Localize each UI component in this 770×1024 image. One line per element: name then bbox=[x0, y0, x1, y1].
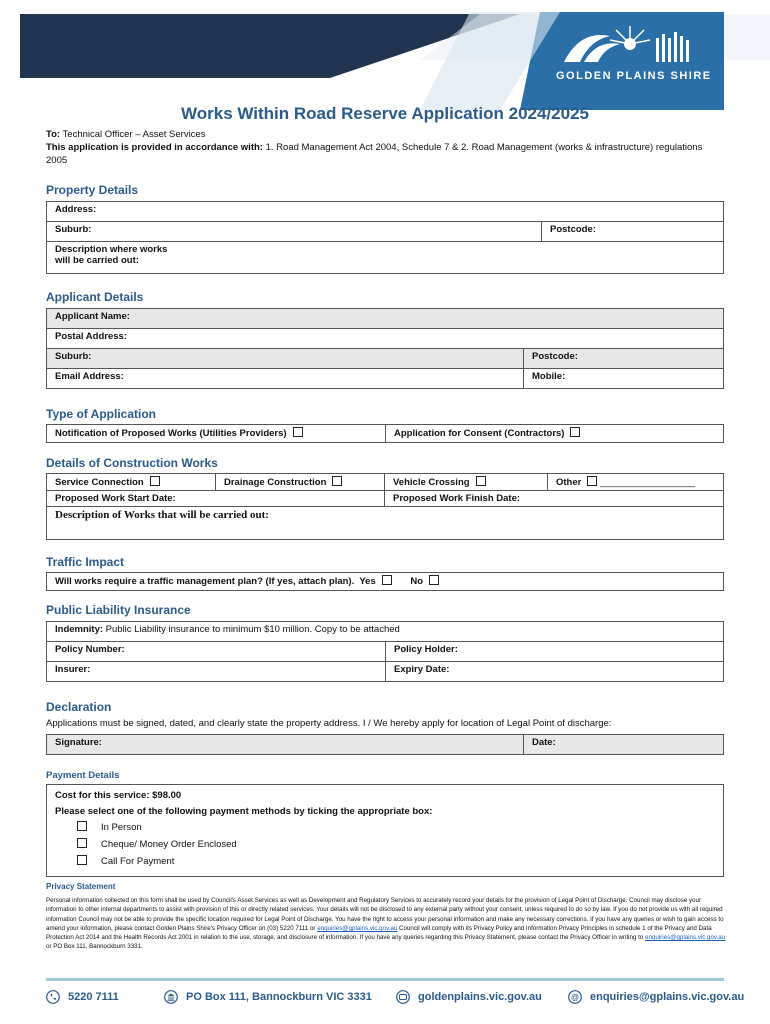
works-description-field[interactable]: Description of Works that will be carried out: bbox=[47, 507, 724, 540]
page-title: Works Within Road Reserve Application 2024/2025 bbox=[181, 104, 589, 123]
construction-table bbox=[46, 473, 724, 540]
applicant-heading: Applicant Details bbox=[46, 290, 144, 304]
payment-method-in-person[interactable]: In Person bbox=[55, 820, 715, 836]
provided-value: 1. Road Management Act 2004, Schedule 7 & 2. Road Management (works & infrastructure) regulations 2005 bbox=[46, 142, 703, 166]
liability-heading: Public Liability Insurance bbox=[46, 603, 191, 617]
traffic-table bbox=[46, 572, 724, 591]
call-checkbox[interactable] bbox=[77, 855, 87, 865]
type-table bbox=[46, 424, 724, 443]
consent-option[interactable]: Application for Consent (Contractors) bbox=[386, 425, 724, 443]
payment-instruction: Please select one of the following payment methods by ticking the appropriate box: bbox=[55, 806, 433, 817]
drainage-option[interactable]: Drainage Construction bbox=[216, 474, 385, 491]
globe-icon bbox=[396, 990, 410, 1004]
signature-field[interactable]: Signature: bbox=[47, 735, 524, 755]
no-checkbox[interactable] bbox=[429, 575, 439, 585]
finish-date-field[interactable]: Proposed Work Finish Date: bbox=[385, 491, 724, 507]
svg-text:@: @ bbox=[571, 993, 579, 1002]
cost-text: Cost for this service: $98.00 bbox=[55, 790, 182, 801]
service-option[interactable]: Service Connection bbox=[47, 474, 216, 491]
building-icon bbox=[164, 990, 178, 1004]
postal-address-field[interactable]: Postal Address: bbox=[47, 329, 724, 349]
address-field[interactable]: Address: bbox=[47, 202, 724, 222]
expiry-field[interactable]: Expiry Date: bbox=[386, 662, 724, 682]
start-date-field[interactable]: Proposed Work Start Date: bbox=[47, 491, 385, 507]
date-field[interactable]: Date: bbox=[524, 735, 724, 755]
email-field[interactable]: Email Address: bbox=[47, 369, 524, 389]
footer-phone[interactable]: 5220 7111 bbox=[46, 990, 119, 1004]
to-label: To: bbox=[46, 129, 61, 140]
other-checkbox[interactable] bbox=[587, 476, 597, 486]
service-checkbox[interactable] bbox=[150, 476, 160, 486]
works-location-field[interactable]: Description where works will be carried out: bbox=[47, 242, 724, 274]
vehicle-option[interactable]: Vehicle Crossing bbox=[385, 474, 548, 491]
drainage-checkbox[interactable] bbox=[332, 476, 342, 486]
declaration-table bbox=[46, 734, 724, 755]
indemnity-row: Indemnity: Public Liability insurance to minimum $10 million. Copy to be attached bbox=[47, 622, 724, 642]
mobile-field[interactable]: Mobile: bbox=[524, 369, 724, 389]
applicant-table bbox=[46, 308, 724, 389]
applicant-suburb-field[interactable]: Suburb: bbox=[47, 349, 524, 369]
no-label: No bbox=[410, 576, 424, 587]
footer-email[interactable]: @ enquiries@gplains.vic.gov.au bbox=[568, 990, 744, 1004]
suburb-field[interactable]: Suburb: bbox=[47, 222, 542, 242]
insurer-field[interactable]: Insurer: bbox=[47, 662, 386, 682]
provided-label: This application is provided in accordance with: bbox=[46, 142, 263, 153]
privacy-statement: Personal information collected on this form shall be used by Council's Asset Services as well as Development and Regulatory Services to accurately record your details for the provision of Legal Point of Discharge. Council may disclose your information to other internal departments to assist with provision of this or directly related services. Your details will not be disclosed to any external party without your consent, unless required to do so by law. If you do not provide us with all required information Council may not be able to provide the specific location required for Legal Point of Discharge. You have the right to access your personal information and make any necessary corrections. If you have any queries or wish to gain access to amend your information, please contact Golden Plains Shire's Privacy Officer on (03) 5220 7111 or enquiries@gplains.vic.gov.au Council will comply with its Privacy Policy and Information Privacy Principles in schedule 1 of the Privacy and Data Protection Act 2014 and the Health Records Act 2001 in relation to the use, storage, and disclosure of information. If you have any queries regarding this Privacy Statement, please contact the Privacy Officer in writing to enquiries@gplains.vic.gov.au or PO Box 111, Bannockburn 3331. bbox=[46, 897, 726, 951]
payment-box bbox=[47, 785, 724, 877]
utilities-option[interactable]: Notification of Proposed Works (Utilities Providers) bbox=[47, 425, 386, 443]
footer-divider bbox=[46, 978, 724, 981]
other-option[interactable]: Other __________________ bbox=[548, 474, 724, 491]
footer-website[interactable]: goldenplains.vic.gov.au bbox=[396, 990, 542, 1004]
yes-label: Yes bbox=[359, 576, 376, 587]
payment-method-call[interactable]: Call For Payment bbox=[55, 854, 715, 870]
payment-heading: Payment Details bbox=[46, 770, 120, 781]
to-value: Technical Officer – Asset Services bbox=[62, 129, 206, 140]
traffic-heading: Traffic Impact bbox=[46, 555, 125, 569]
liability-table bbox=[46, 621, 724, 682]
applicant-name-field[interactable]: Applicant Name: bbox=[47, 309, 724, 329]
postcode-field[interactable]: Postcode: bbox=[542, 222, 724, 242]
footer-po-box: PO Box 111, Bannockburn VIC 3331 bbox=[164, 990, 372, 1004]
property-heading: Property Details bbox=[46, 183, 139, 197]
intro bbox=[46, 128, 726, 167]
yes-checkbox[interactable] bbox=[382, 575, 392, 585]
cheque-checkbox[interactable] bbox=[77, 838, 87, 848]
declaration-heading: Declaration bbox=[46, 700, 112, 714]
declaration-text: Applications must be signed, dated, and clearly state the property address. I / We hereby apply for location of Legal Point of discharge: bbox=[46, 718, 612, 729]
email-icon bbox=[568, 990, 582, 1004]
logo-text: GOLDEN PLAINS SHIRE bbox=[556, 70, 712, 82]
privacy-email-link-1[interactable]: enquiries@gplains.vic.gov.au bbox=[317, 924, 398, 932]
property-table bbox=[46, 201, 724, 274]
vehicle-checkbox[interactable] bbox=[476, 476, 486, 486]
traffic-question: Will works require a traffic management plan? (If yes, attach plan). Yes No bbox=[47, 573, 724, 591]
in-person-checkbox[interactable] bbox=[77, 821, 87, 831]
type-heading: Type of Application bbox=[46, 407, 156, 421]
policy-holder-field[interactable]: Policy Holder: bbox=[386, 642, 724, 662]
policy-number-field[interactable]: Policy Number: bbox=[47, 642, 386, 662]
privacy-heading: Privacy Statement bbox=[46, 882, 116, 891]
consent-checkbox[interactable] bbox=[570, 427, 580, 437]
payment-method-cheque[interactable]: Cheque/ Money Order Enclosed bbox=[55, 837, 715, 853]
golden-plains-logo-icon bbox=[560, 22, 700, 68]
privacy-email-link-2[interactable]: enquiries@gplains.vic.gov.au bbox=[645, 934, 726, 942]
phone-icon bbox=[46, 990, 60, 1004]
payment-table bbox=[46, 784, 724, 877]
utilities-checkbox[interactable] bbox=[293, 427, 303, 437]
applicant-postcode-field[interactable]: Postcode: bbox=[524, 349, 724, 369]
construction-heading: Details of Construction Works bbox=[46, 456, 218, 470]
